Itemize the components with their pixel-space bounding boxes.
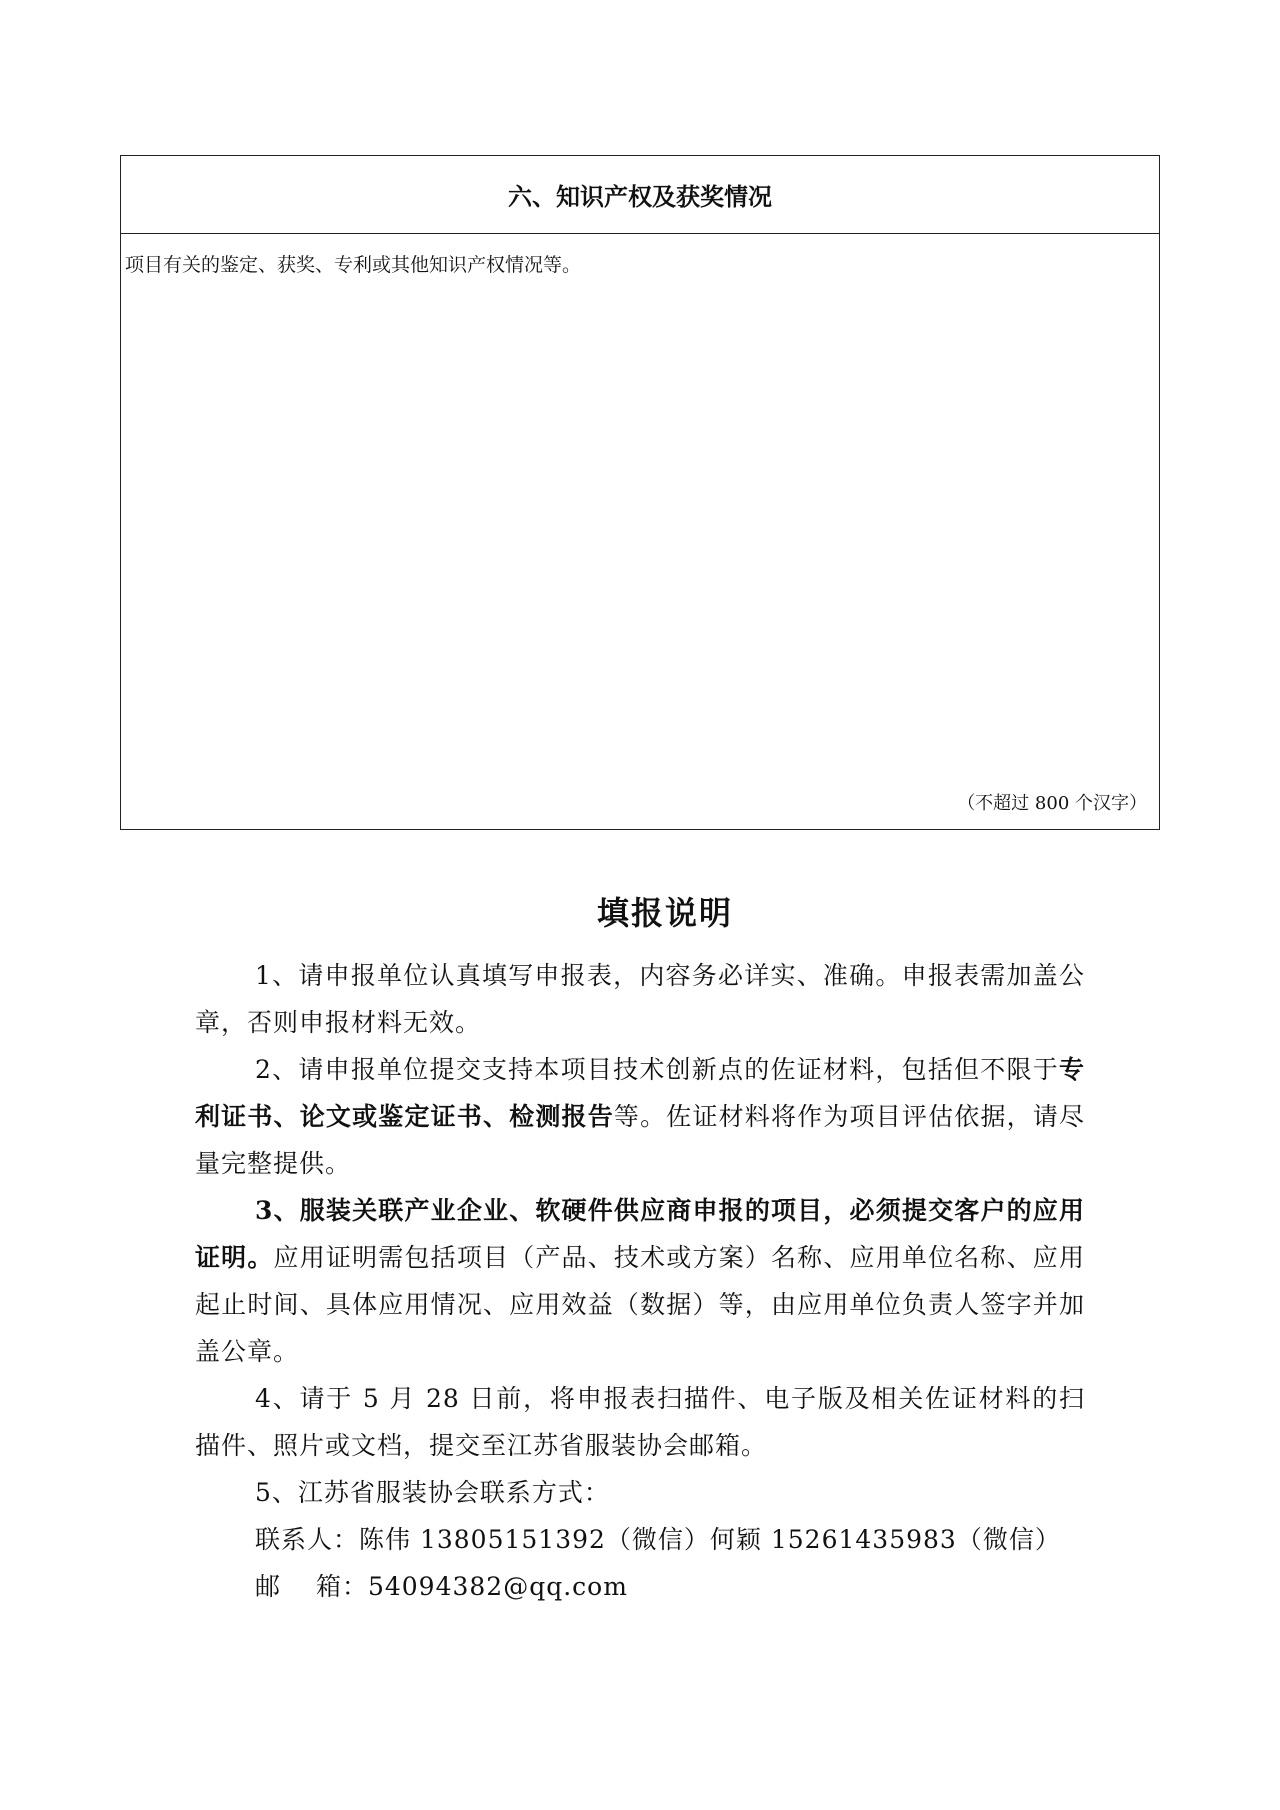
instruction-item-2 [195, 1046, 1085, 1187]
contact-email: 邮 箱：54094382@qq.com [255, 1572, 628, 1601]
instructions-title: 填报说明 [596, 894, 733, 932]
instruction-item-2-text-a: 2、请申报单位提交支持本项目技术创新点的佐证材料，包括但不限于 [255, 1055, 1059, 1084]
character-limit-note: （不超过 800 个汉字） [957, 793, 1147, 814]
instruction-item-3 [195, 1187, 1085, 1375]
instruction-item-2-text-b: 等。佐证材料将作为项目评估依据，请尽量完整提供。 [195, 1102, 1085, 1178]
section-prompt: 项目有关的鉴定、获奖、专利或其他知识产权情况等。 [125, 254, 582, 276]
section-title: 六、知识产权及获奖情况 [121, 156, 1159, 234]
instruction-item-3-bold: 3、服装关联产业企业、软硬件供应商申报的项目，必须提交客户的应用证明。 [195, 1196, 1085, 1272]
instruction-item-1: 1、请申报单位认真填写申报表，内容务必详实、准确。申报表需加盖公章，否则申报材料无效。 [195, 961, 1085, 1037]
ip-awards-table [120, 155, 1160, 830]
instruction-item-2-bold: 专利证书、论文或鉴定证书、检测报告 [195, 1055, 1085, 1131]
instruction-item-3-text: 应用证明需包括项目（产品、技术或方案）名称、应用单位名称、应用起止时间、具体应用情况、应用效益（数据）等，由应用单位负责人签字并加盖公章。 [195, 1243, 1085, 1366]
contact-people: 联系人：陈伟 13805151392（微信）何颖 15261435983（微信） [255, 1525, 1061, 1554]
instruction-item-4: 4、请于 5 月 28 日前，将申报表扫描件、电子版及相关佐证材料的扫描件、照片或文档，提交至江苏省服装协会邮箱。 [195, 1384, 1085, 1460]
instruction-item-5: 5、江苏省服装协会联系方式： [255, 1478, 610, 1507]
filling-instructions [195, 888, 1085, 1610]
ip-awards-input-area[interactable] [121, 234, 1159, 829]
